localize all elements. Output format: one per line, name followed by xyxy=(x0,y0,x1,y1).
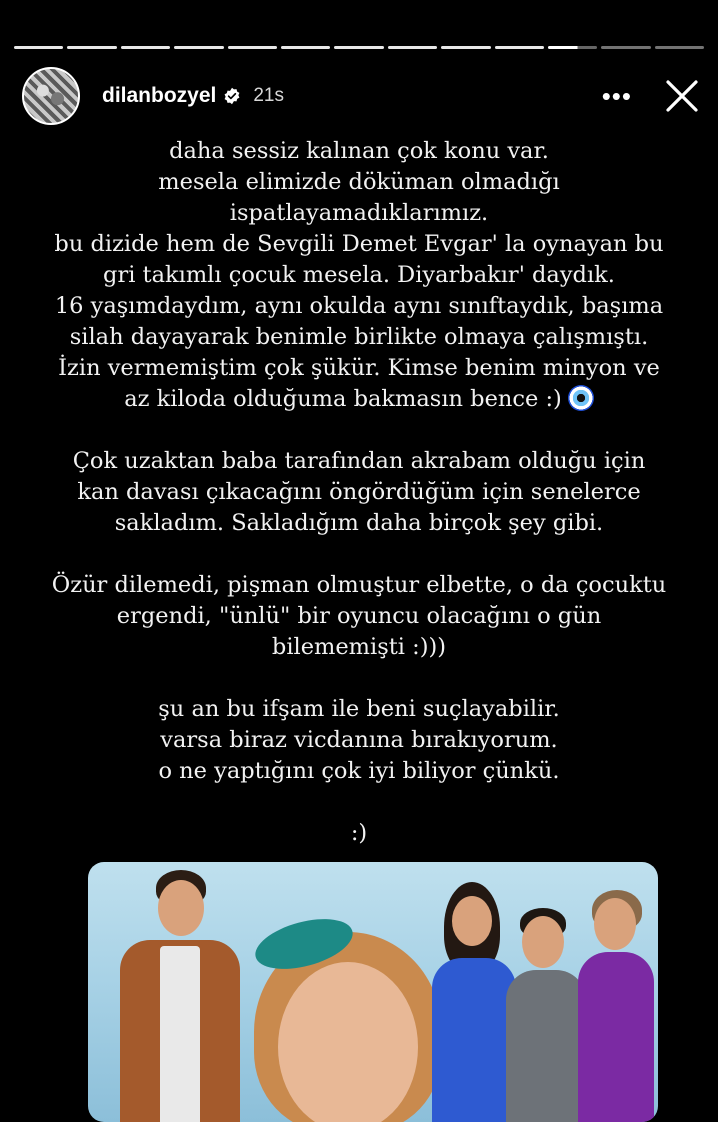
story-progress-segment xyxy=(334,46,383,49)
poster-figure-man-grey-suit xyxy=(506,908,586,1122)
story-progress-segment xyxy=(601,46,650,49)
text-line: bilememişti :))) xyxy=(271,634,447,660)
story-progress-segment xyxy=(495,46,544,49)
poster-figure-woman-blue-dress xyxy=(428,882,518,1122)
text-line: silah dayayarak benimle birlikte olmaya çalışmıştı. xyxy=(69,324,649,350)
story-progress-segment xyxy=(441,46,490,49)
paragraph-1 xyxy=(40,136,678,415)
poster-figure-woman-purple xyxy=(576,890,656,1120)
story-progress-segment xyxy=(121,46,170,49)
text-line: bu dizide hem de Sevgili Demet Evgar' la oynayan bu xyxy=(54,231,664,257)
poster-figure-woman-center xyxy=(248,922,448,1122)
paragraph-3 xyxy=(40,570,678,663)
tv-series-poster-image xyxy=(88,862,658,1122)
nazar-eye-icon xyxy=(568,385,594,411)
username[interactable]: dilanbozyel xyxy=(102,84,217,107)
close-icon[interactable] xyxy=(664,78,700,114)
poster-figure-man-brown-jacket xyxy=(110,870,250,1122)
story-progress-segment xyxy=(14,46,63,49)
text-line: gri takımlı çocuk mesela. Diyarbakır' daydık. xyxy=(103,262,615,288)
text-line: Çok uzaktan baba tarafından akrabam olduğu için xyxy=(72,448,646,474)
text-line: mesela elimizde döküman olmadığı xyxy=(158,169,560,195)
story-progress-segment xyxy=(548,46,597,49)
text-line: kan davası çıkacağını öngördüğüm için senelerce xyxy=(77,479,641,505)
text-line: ispatlayamadıklarımız. xyxy=(229,200,489,226)
text-line: sakladım. Sakladığım daha birçok şey gibi. xyxy=(114,510,604,536)
story-progress-segment xyxy=(174,46,223,49)
text-line: Özür dilemedi, pişman olmuştur elbette, o da çocuktu xyxy=(51,572,667,598)
verified-badge-icon xyxy=(223,87,241,105)
story-progress-segment xyxy=(281,46,330,49)
story-progress-segment xyxy=(388,46,437,49)
more-options-button[interactable]: ••• xyxy=(601,81,632,111)
avatar[interactable] xyxy=(22,67,80,125)
text-line: şu an bu ifşam ile beni suçlayabilir. xyxy=(158,696,560,722)
text-line: o ne yaptığını çok iyi biliyor çünkü. xyxy=(158,758,560,784)
story-header xyxy=(22,64,700,128)
text-line: varsa biraz vicdanına bırakıyorum. xyxy=(160,727,558,753)
story-text xyxy=(40,136,678,880)
text-line: daha sessiz kalınan çok konu var. xyxy=(169,138,549,164)
story-progress-segment xyxy=(228,46,277,49)
closing-smiley: :) xyxy=(350,820,368,846)
paragraph-4 xyxy=(40,694,678,787)
story-progress-segment xyxy=(67,46,116,49)
text-line: 16 yaşımdaydım, aynı okulda aynı sınıftaydık, başıma xyxy=(54,293,664,319)
story-progress-bar xyxy=(14,46,704,49)
story-progress-segment xyxy=(655,46,704,49)
text-line: ergendi, "ünlü" bir oyuncu olacağını o gün xyxy=(116,603,602,629)
post-time: 21s xyxy=(253,85,284,106)
text-line: az kiloda olduğuma bakmasın bence :) xyxy=(124,386,562,412)
paragraph-2 xyxy=(40,446,678,539)
text-line: İzin vermemiştim çok şükür. Kimse benim minyon ve xyxy=(58,355,660,381)
